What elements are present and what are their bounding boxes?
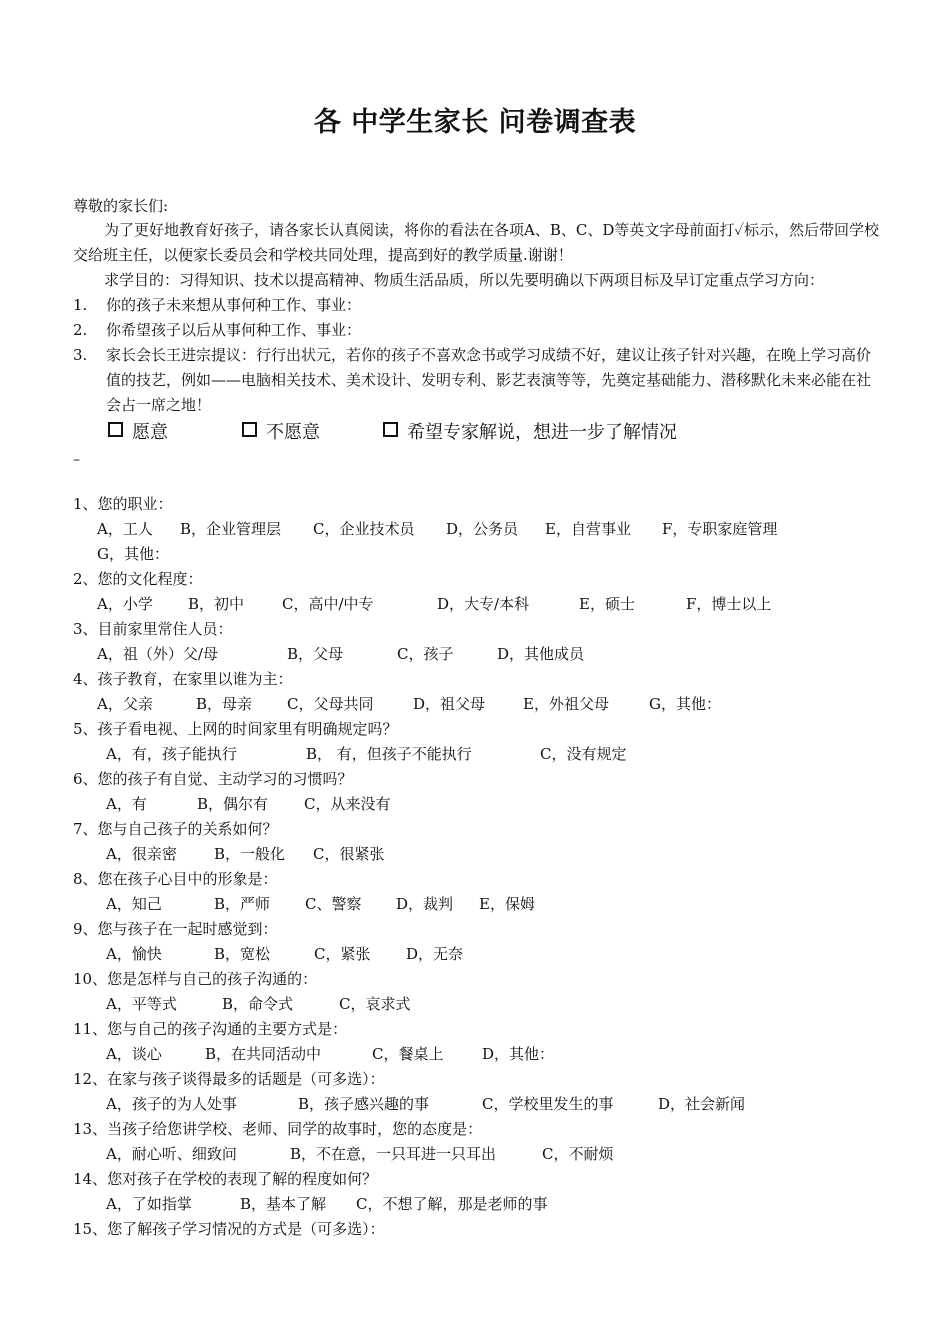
answer-option[interactable]: G，其他： [649, 695, 721, 713]
question-11: 11、您与自己的孩子沟通的主要方式是： [73, 1020, 348, 1038]
answer-option[interactable]: B，偶尔有 [197, 795, 269, 813]
item-text: 你的孩子未来想从事何种工作、事业： [106, 296, 362, 314]
answer-option[interactable]: B， 有，但孩子不能执行 [306, 745, 472, 763]
answers-14 [106, 1194, 547, 1214]
answers-5 [106, 744, 626, 764]
answer-option[interactable]: B，父母 [287, 645, 344, 663]
question-8: 8、您在孩子心目中的形象是： [73, 870, 278, 888]
answer-option[interactable]: A，孩子的为人处事 [106, 1095, 237, 1113]
option-label: 希望专家解说，想进一步了解情况 [407, 422, 677, 443]
answer-option[interactable]: C，紧张 [314, 945, 371, 963]
answer-option[interactable]: D，无奈 [406, 945, 464, 963]
answer-option[interactable]: E，外祖父母 [523, 695, 609, 713]
answer-option[interactable]: E，保姆 [479, 895, 535, 913]
answer-option[interactable]: C，餐桌上 [372, 1045, 444, 1063]
item-number: 2. [73, 321, 88, 339]
answer-option[interactable]: A，小学 [97, 595, 153, 613]
answers-2 [97, 594, 771, 614]
question-15: 15、您了解孩子学习情况的方式是（可多选）： [73, 1220, 385, 1238]
answer-option[interactable]: C，父母共同 [287, 695, 374, 713]
answer-option[interactable]: C，孩子 [397, 645, 454, 663]
answer-option[interactable]: F，专职家庭管理 [662, 520, 778, 538]
item-text: 你希望孩子以后从事何种工作、事业： [106, 321, 362, 339]
option-unwilling[interactable] [242, 418, 383, 444]
item-text: 家长会长王进宗提议：行行出状元，若你的孩子不喜欢念书或学习成绩不好，建议让孩子针对兴趣，在晚上学习高价值的技艺，例如——电脑相关技术、美术设计、发明专利、影艺表演等等，先奠定基础能力、潜移默化未来必能在社会占一席之地！ [106, 346, 872, 414]
greeting: 尊敬的家长们: [73, 197, 169, 215]
item-number: 3. [73, 346, 88, 364]
answer-option[interactable]: B，初中 [188, 595, 245, 613]
answers-7 [106, 844, 384, 864]
answer-option[interactable]: C，不想了解，那是老师的事 [356, 1195, 548, 1213]
answer-option[interactable]: A，耐心听、细致问 [106, 1145, 237, 1163]
answer-option[interactable]: A，祖（外）父/母 [97, 645, 218, 663]
answers-8 [106, 894, 535, 914]
purpose-paragraph: 求学目的：习得知识、技术以提高精神、物质生活品质，所以先要明确以下两项目标及早订定重点学习方向： [104, 271, 825, 289]
answer-option[interactable]: A，知己 [106, 895, 162, 913]
answer-option[interactable]: C，企业技术员 [313, 520, 415, 538]
question-9: 9、您与孩子在一起时感觉到： [73, 920, 278, 938]
option-expert[interactable] [383, 418, 677, 444]
answer-option[interactable]: B，孩子感兴趣的事 [298, 1095, 430, 1113]
question-3: 3、目前家里常住人员： [73, 620, 233, 638]
answer-option[interactable]: A，很亲密 [106, 845, 177, 863]
question-14: 14、您对孩子在学校的表现了解的程度如何？ [73, 1170, 378, 1188]
answer-option[interactable]: D，社会新闻 [658, 1095, 746, 1113]
answer-option[interactable]: A，有 [106, 795, 147, 813]
answer-option[interactable]: G，其他： [97, 545, 169, 563]
willingness-options [108, 418, 677, 444]
answer-option[interactable]: A，平等式 [106, 995, 177, 1013]
answer-option[interactable]: C，不耐烦 [542, 1145, 614, 1163]
answer-option[interactable]: D，其他： [482, 1045, 555, 1063]
answer-option[interactable]: A，工人 [97, 520, 153, 538]
checkbox-icon[interactable] [242, 422, 257, 437]
numbered-item-2 [73, 318, 883, 343]
question-5: 5、孩子看电视、上网的时间家里有明确规定吗？ [73, 720, 398, 738]
question-10: 10、您是怎样与自己的孩子沟通的： [73, 970, 318, 988]
answers-3 [97, 644, 584, 664]
question-4: 4、孩子教育，在家里以谁为主： [73, 670, 293, 688]
question-13: 13、当孩子给您讲学校、老师、同学的故事时，您的态度是： [73, 1120, 483, 1138]
answer-option[interactable]: D，大专/本科 [437, 595, 530, 613]
answer-option[interactable]: D，裁判 [396, 895, 454, 913]
answer-option[interactable]: B，不在意，一只耳进一只耳出 [290, 1145, 497, 1163]
answer-option[interactable]: E，自营事业 [545, 520, 631, 538]
answer-option[interactable]: B，一般化 [214, 845, 286, 863]
option-label: 不愿意 [266, 422, 320, 443]
answer-option[interactable]: D，其他成员 [497, 645, 585, 663]
answer-option[interactable]: A，有，孩子能执行 [106, 745, 237, 763]
answer-option[interactable]: E，硕士 [579, 595, 635, 613]
numbered-item-3 [73, 343, 883, 418]
answers-4 [97, 694, 721, 714]
answer-option[interactable]: C，没有规定 [540, 745, 627, 763]
option-label: 愿意 [132, 422, 168, 443]
answers-9 [106, 944, 463, 964]
answer-option[interactable]: B，宽松 [214, 945, 271, 963]
answer-option[interactable]: C，哀求式 [339, 995, 411, 1013]
answer-option[interactable]: B，企业管理层 [180, 520, 282, 538]
answer-option[interactable]: C，从来没有 [304, 795, 391, 813]
checkbox-icon[interactable] [383, 422, 398, 437]
answer-option[interactable]: C，很紧张 [313, 845, 385, 863]
answer-option[interactable]: B，母亲 [196, 695, 253, 713]
intro-paragraph: 为了更好地教育好孩子，请各家长认真阅读，将你的看法在各项A、B、C、D等英文字母前面打✓标示，然后带回学校交给班主任，以便家长委员会和学校共同处理，提高到好的教学质量.谢谢！ [73, 221, 880, 264]
numbered-item-1 [73, 293, 883, 318]
answers-1 [97, 519, 777, 539]
answer-option[interactable]: D，公务员 [446, 520, 519, 538]
answer-option[interactable]: B，命令式 [222, 995, 294, 1013]
answer-option[interactable]: B，基本了解 [240, 1195, 327, 1213]
question-2: 2、您的文化程度： [73, 570, 203, 588]
answers-1-extra [97, 544, 169, 564]
question-7: 7、您与自己孩子的关系如何？ [73, 820, 278, 838]
separator-dash: – [73, 452, 80, 468]
checkbox-icon[interactable] [108, 422, 123, 437]
answer-option[interactable]: A，愉快 [106, 945, 162, 963]
answers-6 [106, 794, 390, 814]
option-willing[interactable] [108, 418, 242, 444]
answers-13 [106, 1144, 613, 1164]
question-6: 6、您的孩子有自觉、主动学习的习惯吗？ [73, 770, 353, 788]
answers-10 [106, 994, 410, 1014]
answer-option[interactable]: B，在共同活动中 [205, 1045, 322, 1063]
answer-option[interactable]: D，祖父母 [413, 695, 486, 713]
answer-option[interactable]: B，严师 [214, 895, 271, 913]
page-title: 各 中学生家长 问卷调查表 [313, 107, 637, 138]
question-1: 1、您的职业： [73, 495, 173, 513]
item-number: 1. [73, 296, 88, 314]
answer-option[interactable]: C、警察 [305, 895, 362, 913]
answer-option[interactable]: F，博士以上 [686, 595, 772, 613]
answer-option[interactable]: A，谈心 [106, 1045, 162, 1063]
answer-option[interactable]: A，了如指掌 [106, 1195, 192, 1213]
question-12: 12、在家与孩子谈得最多的话题是（可多选）： [73, 1070, 385, 1088]
answers-12 [106, 1094, 745, 1114]
answer-option[interactable]: C，高中/中专 [282, 595, 374, 613]
answer-option[interactable]: A，父亲 [97, 695, 153, 713]
answer-option[interactable]: C，学校里发生的事 [482, 1095, 614, 1113]
answers-11 [106, 1044, 554, 1064]
